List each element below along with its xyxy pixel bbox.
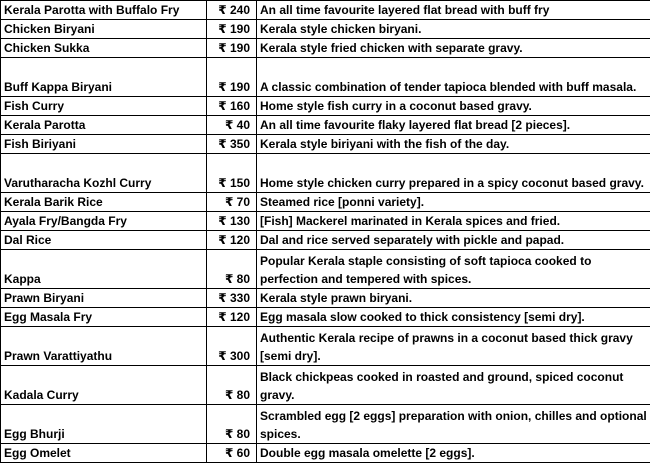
dish-name: Fish Biriyani: [1, 135, 207, 154]
menu-row: [1, 231, 650, 250]
dish-name: Kerala Parotta: [1, 116, 207, 135]
menu-row: [1, 366, 650, 405]
dish-name: Kerala Parotta with Buffalo Fry: [1, 1, 207, 20]
menu-row: [1, 116, 650, 135]
dish-price: ₹ 240: [207, 1, 257, 20]
dish-description: Steamed rice [ponni variety].: [257, 193, 650, 212]
dish-description: Double egg masala omelette [2 eggs].: [257, 444, 650, 463]
dish-price: ₹ 80: [207, 366, 257, 405]
menu-row: [1, 327, 650, 366]
dish-description: Home style chicken curry prepared in a spicy coconut based gravy.: [257, 154, 650, 193]
dish-price: ₹ 330: [207, 289, 257, 308]
dish-price: ₹ 190: [207, 20, 257, 39]
dish-name: Buff Kappa Biryani: [1, 58, 207, 97]
dish-name: Kappa: [1, 250, 207, 289]
dish-name: Prawn Varattiyathu: [1, 327, 207, 366]
dish-price: ₹ 350: [207, 135, 257, 154]
dish-name: Fish Curry: [1, 97, 207, 116]
dish-description: Authentic Kerala recipe of prawns in a coconut based thick gravy [semi dry].: [257, 327, 650, 366]
dish-description: Scrambled egg [2 eggs] preparation with onion, chilles and optional spices.: [257, 405, 650, 444]
menu-row: [1, 212, 650, 231]
dish-description: Dal and rice served separately with pickle and papad.: [257, 231, 650, 250]
dish-price: ₹ 160: [207, 97, 257, 116]
menu-table-body: [1, 1, 650, 463]
dish-name: Prawn Biryani: [1, 289, 207, 308]
dish-price: ₹ 190: [207, 58, 257, 97]
dish-price: ₹ 150: [207, 154, 257, 193]
dish-price: ₹ 120: [207, 231, 257, 250]
menu-row: [1, 289, 650, 308]
dish-description: Kerala style biriyani with the fish of the day.: [257, 135, 650, 154]
dish-name: Chicken Sukka: [1, 39, 207, 58]
dish-price: ₹ 80: [207, 250, 257, 289]
menu-row: [1, 154, 650, 193]
menu-row: [1, 1, 650, 20]
dish-price: ₹ 70: [207, 193, 257, 212]
menu-row: [1, 20, 650, 39]
dish-price: ₹ 40: [207, 116, 257, 135]
dish-description: Popular Kerala staple consisting of soft tapioca cooked to perfection and tempered with spices.: [257, 250, 650, 289]
menu-row: [1, 250, 650, 289]
dish-name: Chicken Biryani: [1, 20, 207, 39]
dish-name: Ayala Fry/Bangda Fry: [1, 212, 207, 231]
menu-row: [1, 405, 650, 444]
menu-row: [1, 308, 650, 327]
dish-description: An all time favourite flaky layered flat bread [2 pieces].: [257, 116, 650, 135]
dish-description: [Fish] Mackerel marinated in Kerala spices and fried.: [257, 212, 650, 231]
dish-price: ₹ 60: [207, 444, 257, 463]
dish-description: Kerala style chicken biryani.: [257, 20, 650, 39]
dish-name: Varutharacha Kozhl Curry: [1, 154, 207, 193]
dish-price: ₹ 130: [207, 212, 257, 231]
dish-description: Egg masala slow cooked to thick consistency [semi dry].: [257, 308, 650, 327]
dish-description: Kerala style fried chicken with separate gravy.: [257, 39, 650, 58]
menu-row: [1, 39, 650, 58]
menu-row: [1, 97, 650, 116]
dish-description: Kerala style prawn biryani.: [257, 289, 650, 308]
dish-description: Black chickpeas cooked in roasted and ground, spiced coconut gravy.: [257, 366, 650, 405]
dish-price: ₹ 80: [207, 405, 257, 444]
dish-name: Dal Rice: [1, 231, 207, 250]
menu-row: [1, 444, 650, 463]
dish-description: An all time favourite layered flat bread with buff fry: [257, 1, 650, 20]
dish-description: A classic combination of tender tapioca blended with buff masala.: [257, 58, 650, 97]
dish-price: ₹ 120: [207, 308, 257, 327]
dish-name: Egg Omelet: [1, 444, 207, 463]
dish-price: ₹ 300: [207, 327, 257, 366]
menu-row: [1, 193, 650, 212]
dish-name: Egg Bhurji: [1, 405, 207, 444]
dish-name: Kadala Curry: [1, 366, 207, 405]
dish-price: ₹ 190: [207, 39, 257, 58]
dish-name: Egg Masala Fry: [1, 308, 207, 327]
dish-description: Home style fish curry in a coconut based gravy.: [257, 97, 650, 116]
dish-name: Kerala Barik Rice: [1, 193, 207, 212]
menu-row: [1, 135, 650, 154]
menu-row: [1, 58, 650, 97]
